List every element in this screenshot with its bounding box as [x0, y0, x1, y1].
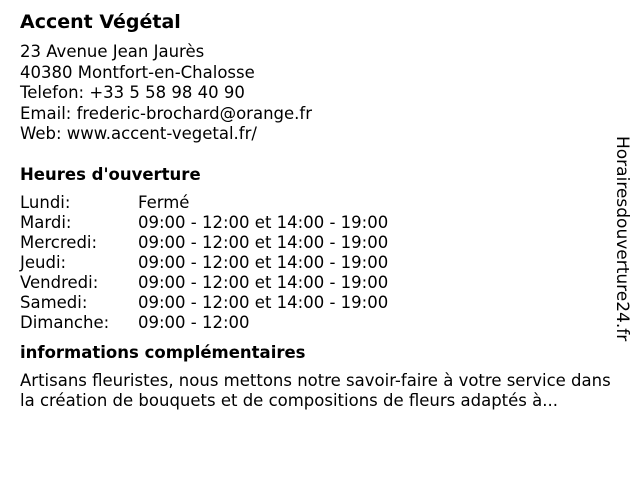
hours-row-saturday: [20, 293, 610, 313]
hours-row-thursday: [20, 253, 610, 273]
hours-value: 09:00 - 12:00 et 14:00 - 19:00: [138, 232, 389, 252]
hours-row-sunday: [20, 313, 610, 333]
hours-value: 09:00 - 12:00 et 14:00 - 19:00: [138, 212, 389, 232]
hours-value: 09:00 - 12:00: [138, 312, 250, 332]
day-label: Vendredi:: [20, 272, 99, 292]
day-label: Jeudi:: [20, 252, 67, 272]
day-label: Mercredi:: [20, 232, 98, 252]
business-card: [20, 10, 610, 412]
opening-hours-title: Heures d'ouverture: [20, 164, 201, 184]
day-label: Lundi:: [20, 192, 71, 212]
hours-row-tuesday: [20, 213, 610, 233]
day-label: Samedi:: [20, 292, 88, 312]
hours-row-monday: [20, 193, 610, 213]
hours-value: 09:00 - 12:00 et 14:00 - 19:00: [138, 252, 389, 272]
hours-row-wednesday: [20, 233, 610, 253]
hours-row-friday: [20, 273, 610, 293]
day-label: Mardi:: [20, 212, 72, 232]
hours-value: 09:00 - 12:00 et 14:00 - 19:00: [138, 272, 389, 292]
additional-info-title: informations complémentaires: [20, 342, 306, 362]
address-line-2: 40380 Montfort-en-Chalosse: [20, 62, 255, 82]
site-watermark: Horairesdouverture24.fr: [612, 136, 632, 342]
email-address: Email: frederic-brochard@orange.fr: [20, 103, 312, 123]
website: Web: www.accent-vegetal.fr/: [20, 124, 257, 143]
hours-value: Fermé: [138, 192, 190, 212]
day-label: Dimanche:: [20, 312, 110, 332]
business-name: Accent Végétal: [20, 11, 181, 33]
additional-info-text: Artisans fleuristes, nous mettons notre savoir-faire à votre service dans la création de bouquets et de compositions de fleurs adaptés à...: [20, 370, 611, 410]
hours-value: 09:00 - 12:00 et 14:00 - 19:00: [138, 292, 389, 312]
phone-number: Telefon: +33 5 58 98 40 90: [20, 83, 245, 102]
address-line-1: 23 Avenue Jean Jaurès: [20, 42, 205, 61]
